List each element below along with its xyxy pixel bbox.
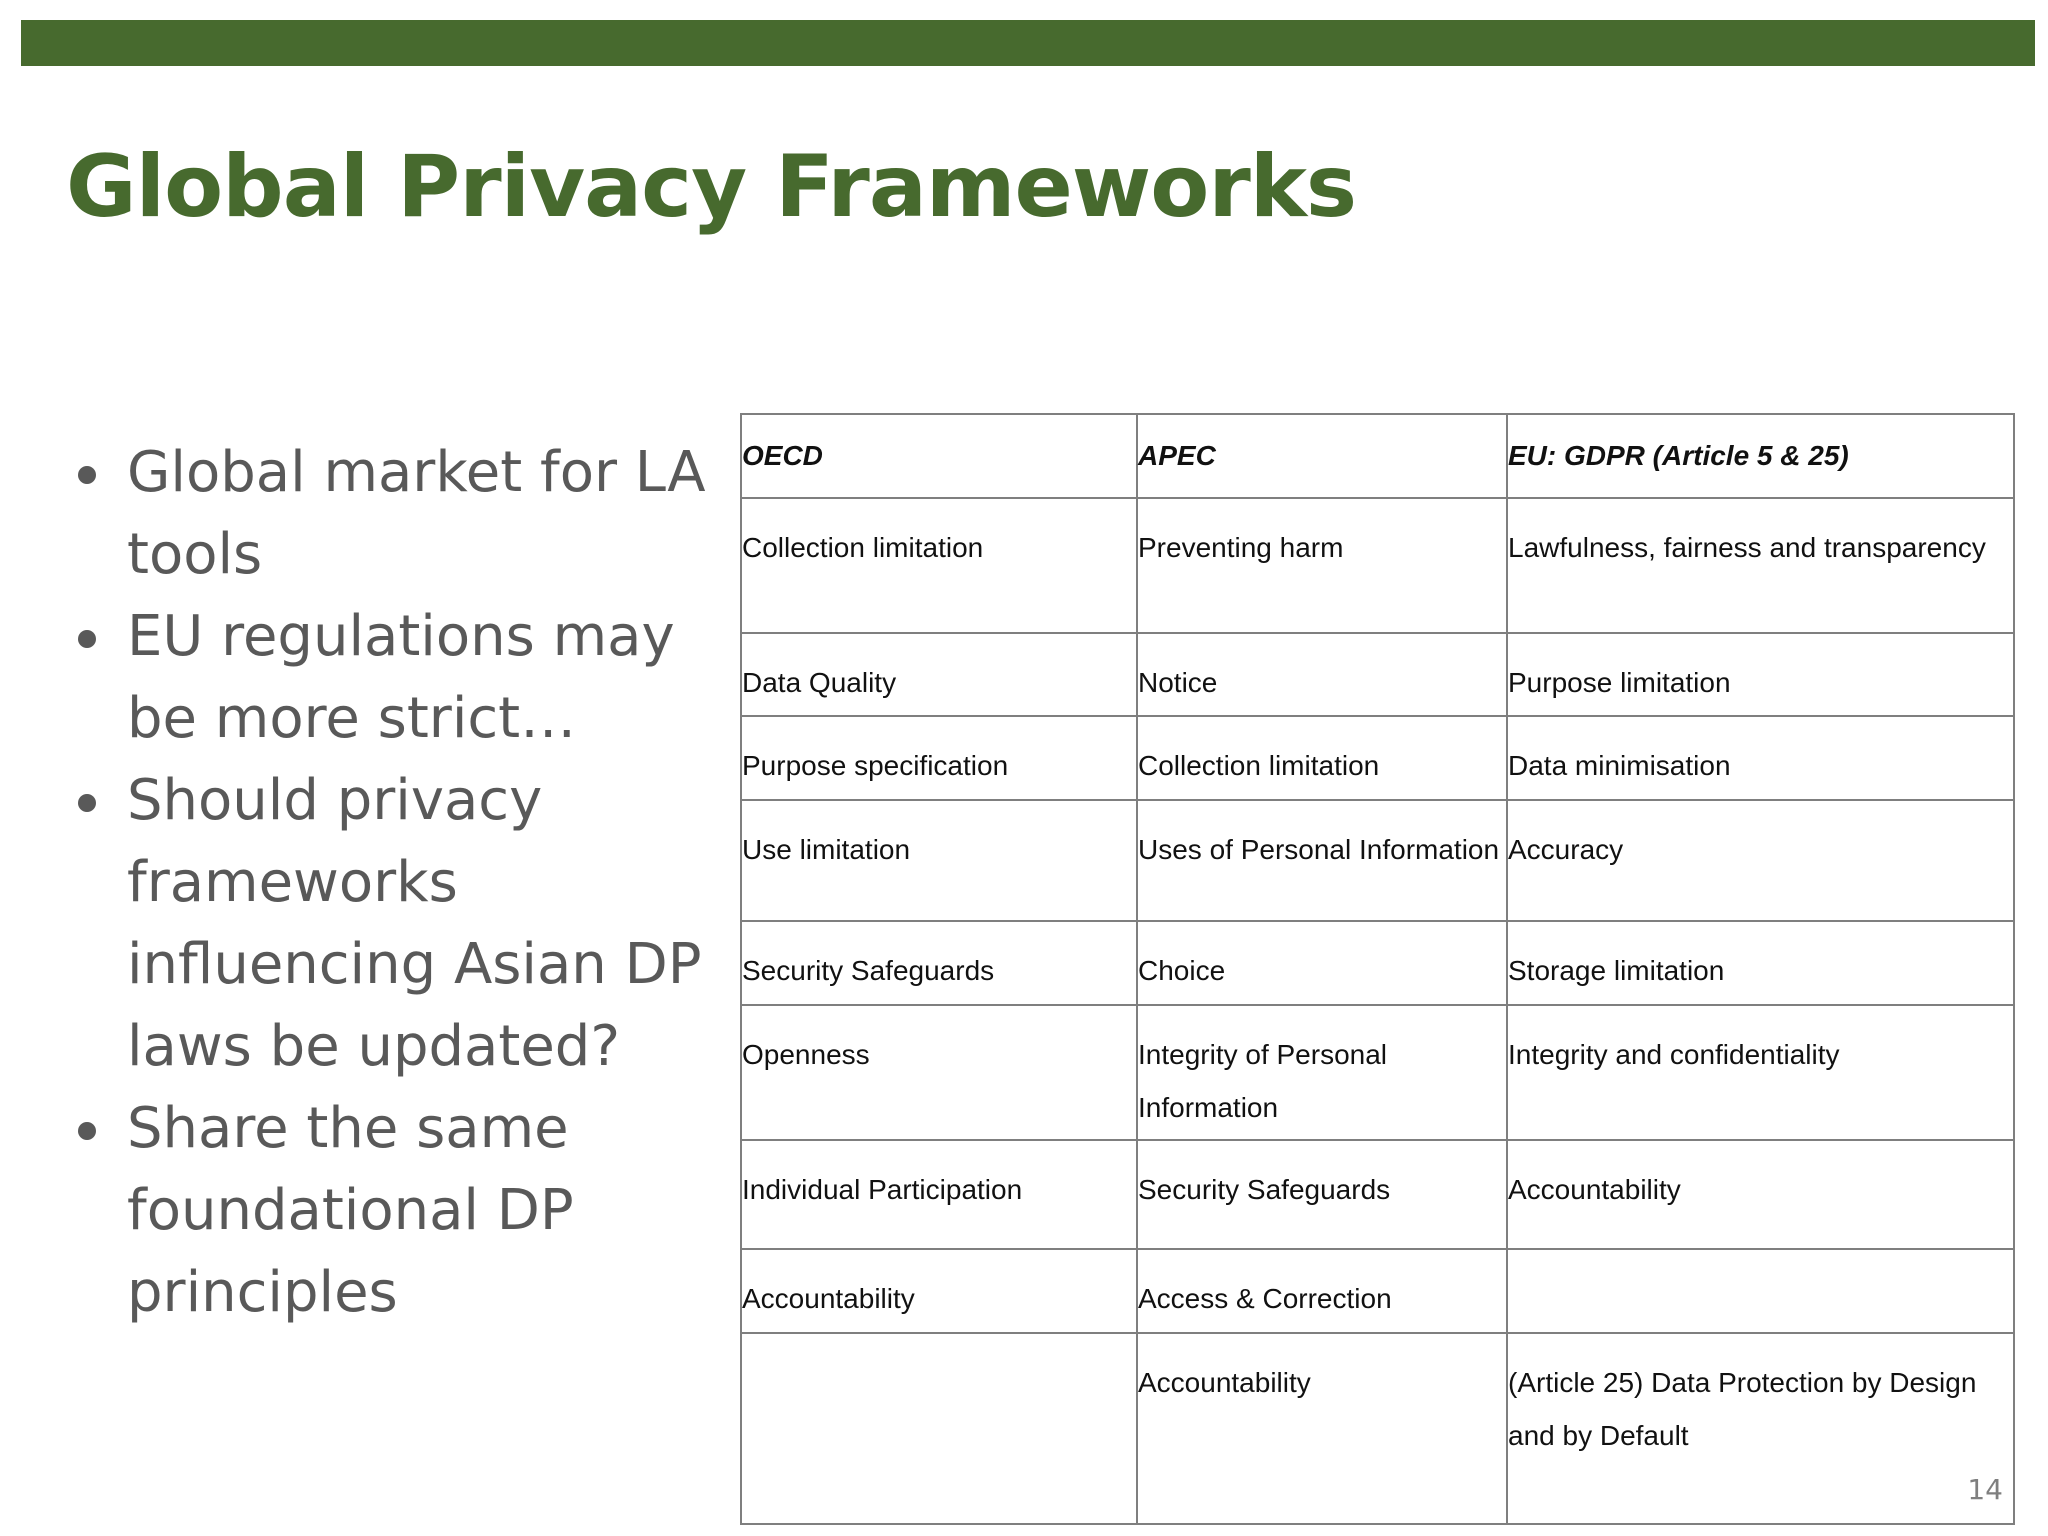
table-row: [741, 1005, 2014, 1140]
table-row: [741, 800, 2014, 921]
header-apec: APEC: [1137, 414, 1507, 498]
table-cell: Choice: [1137, 921, 1507, 1005]
bullet-item: [72, 596, 712, 760]
table-cell: Data Quality: [741, 633, 1137, 716]
table-cell: (Article 25) Data Protection by Design and by Default: [1507, 1333, 2014, 1524]
bullet-list: [72, 432, 712, 1334]
table-cell: Notice: [1137, 633, 1507, 716]
table-cell: Collection limitation: [1137, 716, 1507, 800]
table-row: [741, 716, 2014, 800]
table-cell: Openness: [741, 1005, 1137, 1140]
bullet-dot-icon: [78, 466, 96, 484]
page-number: 14: [1967, 1473, 2003, 1506]
table-cell: Data minimisation: [1507, 716, 2014, 800]
table-row: [741, 1333, 2014, 1524]
table-cell: [741, 1333, 1137, 1524]
table-cell: Accountability: [1507, 1140, 2014, 1249]
table-cell: Use limitation: [741, 800, 1137, 921]
bullet-item: [72, 1088, 712, 1334]
table-cell: Uses of Personal Information: [1137, 800, 1507, 921]
bullet-text: EU regulations may be more strict…: [127, 604, 675, 751]
table-cell: Lawfulness, fairness and transparency: [1507, 498, 2014, 633]
table-cell: Security Safeguards: [741, 921, 1137, 1005]
table-cell: Accountability: [1137, 1333, 1507, 1524]
bullet-item: [72, 760, 712, 1088]
privacy-frameworks-table: [740, 413, 2015, 1525]
table-row: [741, 921, 2014, 1005]
table-cell: Accountability: [741, 1249, 1137, 1333]
table-header-row: [741, 414, 2014, 498]
table-row: [741, 1249, 2014, 1333]
header-gdpr: EU: GDPR (Article 5 & 25): [1507, 414, 2014, 498]
table-cell: Access & Correction: [1137, 1249, 1507, 1333]
table-cell: Security Safeguards: [1137, 1140, 1507, 1249]
bullet-text: Share the same foundational DP principles: [127, 1096, 574, 1325]
table-cell: Integrity of Personal Information: [1137, 1005, 1507, 1140]
table-cell: Collection limitation: [741, 498, 1137, 633]
table-row: [741, 1140, 2014, 1249]
table-cell: Purpose limitation: [1507, 633, 2014, 716]
bullet-text: Should privacy frameworks influencing Asian DP laws be updated?: [127, 768, 702, 1079]
table-cell: Storage limitation: [1507, 921, 2014, 1005]
table-cell: Accuracy: [1507, 800, 2014, 921]
table-cell: Integrity and confidentiality: [1507, 1005, 2014, 1140]
table-cell: Purpose specification: [741, 716, 1137, 800]
bullet-text: Global market for LA tools: [127, 440, 706, 587]
table-row: [741, 498, 2014, 633]
bullet-dot-icon: [78, 1122, 96, 1140]
bullet-dot-icon: [78, 630, 96, 648]
bullet-dot-icon: [78, 794, 96, 812]
header-oecd: OECD: [741, 414, 1137, 498]
slide-title: Global Privacy Frameworks: [66, 137, 1357, 237]
bullet-item: [72, 432, 712, 596]
title-accent-bar: [21, 20, 2035, 66]
table-cell: Individual Participation: [741, 1140, 1137, 1249]
table-row: [741, 633, 2014, 716]
table-cell: Preventing harm: [1137, 498, 1507, 633]
table-cell: [1507, 1249, 2014, 1333]
